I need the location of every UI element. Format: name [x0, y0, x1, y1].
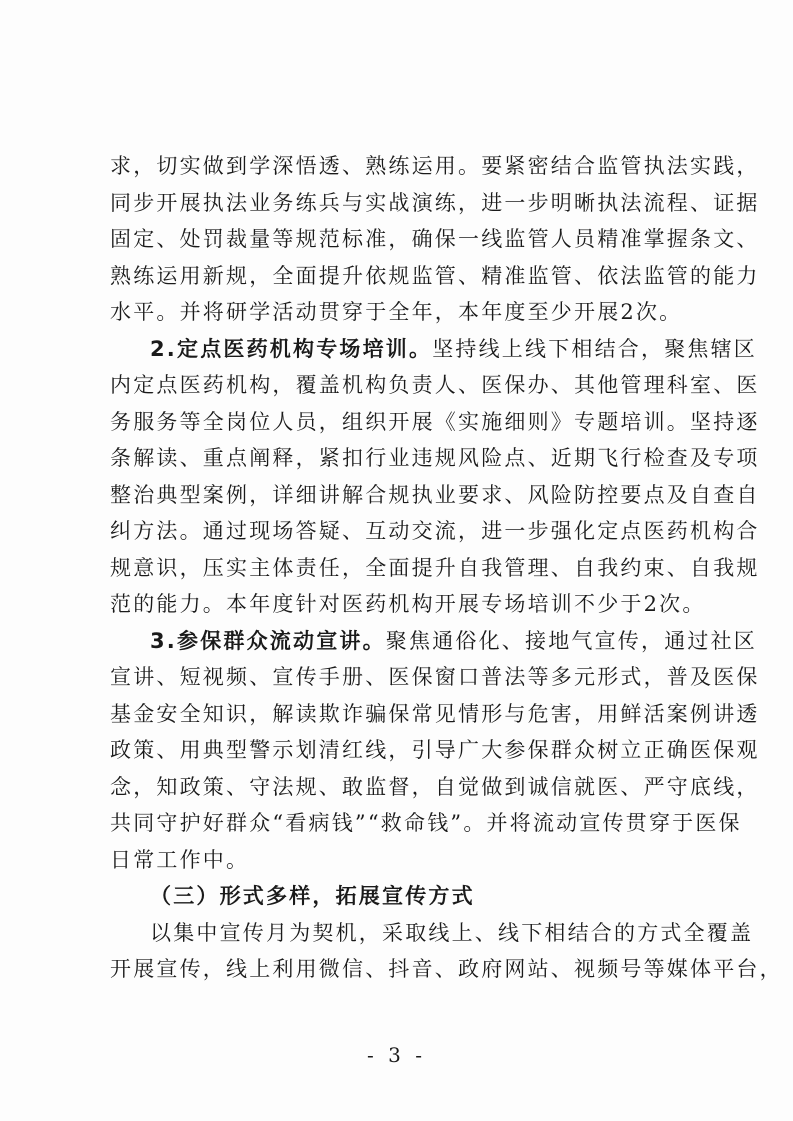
text-line: 内定点医药机构，覆盖机构负责人、医保办、其他管理科室、医 — [110, 373, 760, 397]
item3-first-line-text: 聚焦通俗化、接地气宣传，通过社区 — [385, 628, 757, 653]
text-line: 整治典型案例，详细讲解合规执业要求、风险防控要点及自查自 — [110, 482, 760, 507]
item2-heading: 2.定点医药机构专场培训。 — [150, 336, 433, 361]
item3-first-line — [110, 623, 757, 660]
text-line: 共同守护好群众“看病钱”“救命钱”。并将流动宣传贯穿于医保 — [110, 811, 742, 835]
text-line: 固定、处罚裁量等规范标准，确保一线监管人员精准掌握条文、 — [110, 227, 760, 251]
text-line: 范的能力。本年度针对医药机构开展专场培训不少于2次。 — [110, 592, 706, 616]
item3-heading: 3.参保群众流动宣讲。 — [150, 628, 386, 653]
text-line: 念，知政策、守法规、敢监督，自觉做到诚信就医、严守底线， — [110, 774, 760, 799]
text-line: 纠方法。通过现场答疑、互动交流，进一步强化定点医药机构合 — [110, 519, 760, 543]
text-line: 务服务等全岗位人员，组织开展《实施细则》专题培训。坚持逐 — [110, 409, 760, 434]
text-line: 水平。并将研学活动贯穿于全年，本年度至少开展2次。 — [110, 300, 683, 324]
text-line: 熟练运用新规，全面提升依规监管、精准监管、依法监管的能力 — [110, 263, 760, 288]
item2-first-line-text: 坚持线上线下相结合，聚焦辖区 — [432, 336, 758, 361]
text-line: 开展宣传，线上利用微信、抖音、政府网站、视频号等媒体平台， — [110, 957, 783, 981]
text-line: 基金安全知识，解读欺诈骗保常见情形与危害，用鲜活案例讲透 — [110, 701, 760, 726]
text-line: 求，切实做到学深悟透、熟练运用。要紧密结合监管执法实践， — [110, 154, 760, 178]
text-line: 以集中宣传月为契机，采取线上、线下相结合的方式全覆盖 — [150, 920, 754, 945]
text-line: 同步开展执法业务练兵与实战演练，进一步明晰执法流程、证据 — [110, 190, 760, 215]
text-line: 规意识，压实主体责任，全面提升自我管理、自我约束、自我规 — [110, 555, 760, 580]
document-body — [110, 148, 783, 988]
section3-heading: （三）形式多样，拓展宣传方式 — [150, 884, 475, 908]
text-line: 日常工作中。 — [110, 847, 250, 872]
text-line: 条解读、重点阐释，紧扣行业违规风险点、近期飞行检查及专项 — [110, 446, 760, 470]
text-line: 宣讲、短视频、宣传手册、医保窗口普法等多元形式，普及医保 — [110, 665, 760, 689]
page-number: - 3 - — [367, 1043, 426, 1067]
item2-first-line — [110, 331, 758, 368]
text-line: 政策、用典型警示划清红线，引导广大参保群众树立正确医保观 — [110, 738, 760, 762]
